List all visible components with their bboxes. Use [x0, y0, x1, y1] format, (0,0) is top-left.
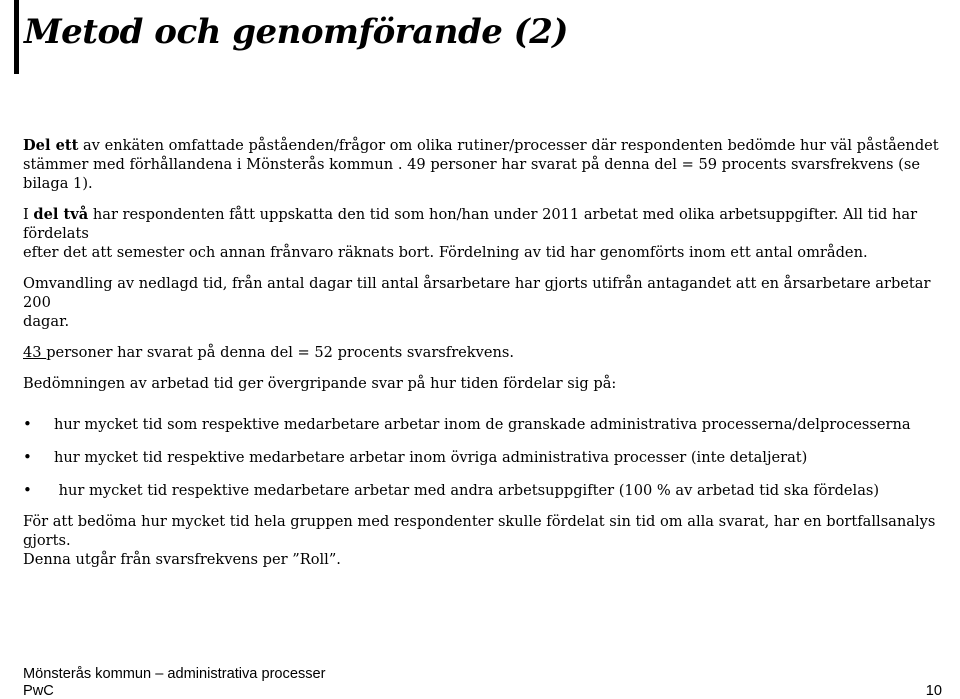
para3-line2: dagar.	[23, 313, 70, 330]
para6-line1: För att bedöma hur mycket tid hela gruppen med respondenter skulle fördelat sin tid om alla svarat, har en bortfallsanalys gjorts.	[23, 513, 936, 549]
bold-del-tva: del två	[33, 206, 89, 223]
bullet-text: hur mycket tid som respektive medarbetare arbetar inom de granskade administrativa processerna/delprocesserna	[54, 416, 911, 433]
para4-underlined-number: 43	[23, 344, 47, 361]
paragraph-bortfallsanalys	[23, 512, 943, 569]
para1-line2: stämmer med förhållandena i Mönsterås kommun . 49 personer har svarat på denna del = 59 procents svarsfrekvens (se bilaga 1).	[23, 156, 920, 192]
list-item	[23, 481, 943, 500]
para4-rest: personer har svarat på denna del = 52 procents svarsfrekvens.	[46, 344, 515, 361]
paragraph-omvandling	[23, 274, 943, 331]
title-accent-bar	[14, 0, 19, 74]
bullet-list	[23, 415, 943, 500]
para6-line2: Denna utgår från svarsfrekvens per ”Roll”.	[23, 551, 341, 568]
bullet-icon: •	[23, 481, 32, 499]
paragraph-del-ett	[23, 136, 943, 193]
bold-del-ett: Del ett	[23, 137, 79, 154]
para2-line1: har respondenten fått uppskatta den tid som hon/han under 2011 arbetat med olika arbetsuppgifter. All tid har fördelats	[23, 206, 918, 242]
body-content	[23, 136, 943, 569]
para3-line1: Omvandling av nedlagd tid, från antal dagar till antal årsarbetare har gjorts utifrån antagandet att en årsarbetare arbetar 200	[23, 275, 931, 311]
para1-line1: av enkäten omfattade påståenden/frågor om olika rutiner/processer där respondenten bedömde hur väl påståendet	[78, 137, 939, 154]
footer-company: PwC	[23, 683, 54, 699]
bullet-text: hur mycket tid respektive medarbetare arbetar inom övriga administrativa processer (inte detaljerat)	[54, 449, 808, 466]
bullet-icon: •	[23, 415, 32, 433]
footer-title: Mönsterås kommun – administrativa processer	[23, 666, 326, 682]
paragraph-svarsfrekvens	[23, 343, 943, 362]
list-item	[23, 415, 943, 434]
para2-line2: efter det att semester och annan frånvaro räknats bort. Fördelning av tid har genomförts inom ett antal områden.	[23, 244, 868, 261]
para2-prefix: I	[23, 206, 34, 223]
page-number: 10	[925, 683, 942, 699]
bullet-text: hur mycket tid respektive medarbetare arbetar med andra arbetsuppgifter (100 % av arbetad tid ska fördelas)	[54, 482, 880, 499]
list-item	[23, 448, 943, 467]
paragraph-del-tva	[23, 205, 943, 262]
page-title: Metod och genomförande (2)	[24, 12, 569, 52]
bullet-icon: •	[23, 448, 32, 466]
paragraph-bedomningen: Bedömningen av arbetad tid ger övergripande svar på hur tiden fördelar sig på:	[23, 375, 617, 392]
